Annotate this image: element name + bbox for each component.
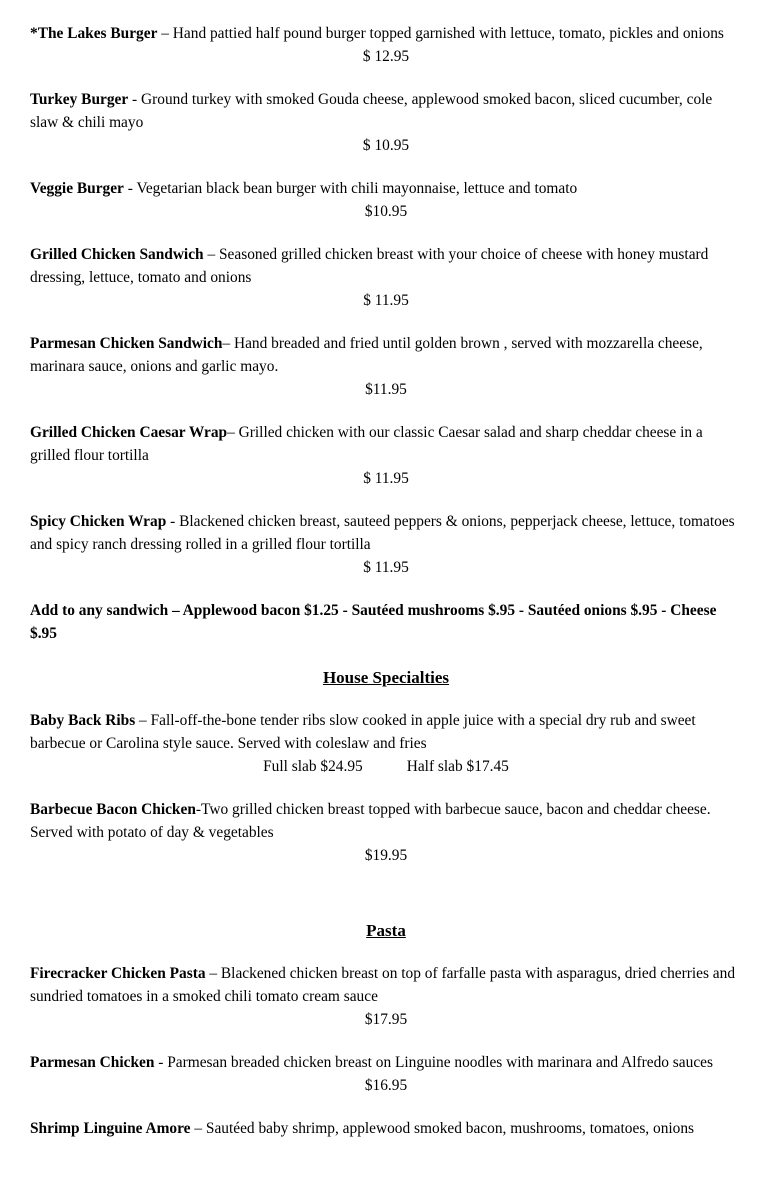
menu-item-grilled-chicken-sandwich: [30, 243, 742, 289]
menu-item-lakes-burger: [30, 22, 742, 45]
half-slab-price: Half slab $17.45: [406, 758, 509, 775]
item-price: $16.95: [364, 1077, 408, 1094]
menu-item-shrimp-linguine-amore: [30, 1117, 742, 1140]
item-name: Parmesan Chicken: [30, 1054, 155, 1071]
item-name: Barbecue Bacon Chicken: [30, 801, 196, 818]
item-description: - Vegetarian black bean burger with chili mayonnaise, lettuce and tomato: [123, 180, 578, 197]
item-name: Grilled Chicken Sandwich: [30, 246, 204, 263]
item-price: $17.95: [364, 1011, 408, 1028]
full-slab-price: Full slab $24.95: [263, 758, 363, 775]
menu-page: [30, 22, 742, 1140]
item-description: – Blackened chicken breast on top of farfalle pasta with asparagus, dried cherries and sundried tomatoes in a smoked chili tomato cream sauce: [30, 965, 736, 1005]
menu-item-veggie-burger: [30, 177, 742, 200]
item-price: $ 11.95: [363, 292, 409, 309]
item-description: - Parmesan breaded chicken breast on Linguine noodles with marinara and Alfredo sauces: [154, 1054, 713, 1071]
item-name: Baby Back Ribs: [30, 712, 136, 729]
item-name: *The Lakes Burger: [30, 25, 158, 42]
item-description: – Hand pattied half pound burger topped garnished with lettuce, tomato, pickles and onions: [157, 25, 724, 42]
item-name: Parmesan Chicken Sandwich: [30, 335, 223, 352]
item-description: – Grilled chicken with our classic Caesar salad and sharp cheddar cheese in a grilled flour tortilla: [30, 424, 703, 464]
item-name: Veggie Burger: [30, 180, 124, 197]
menu-item-firecracker-chicken-pasta: [30, 962, 742, 1008]
menu-item-grilled-chicken-caesar-wrap: [30, 421, 742, 467]
item-name: Grilled Chicken Caesar Wrap: [30, 424, 228, 441]
item-price: $19.95: [364, 847, 408, 864]
item-description: – Fall-off-the-bone tender ribs slow cooked in apple juice with a special dry rub and sweet barbecue or Carolina style sauce. Served with coleslaw and fries: [30, 712, 696, 752]
section-title-pasta: Pasta: [366, 921, 406, 940]
menu-item-parmesan-chicken-sandwich: [30, 332, 742, 378]
menu-item-spicy-chicken-wrap: [30, 510, 742, 556]
item-name: Turkey Burger: [30, 91, 129, 108]
item-price: $ 10.95: [362, 137, 410, 154]
item-description: - Ground turkey with smoked Gouda cheese, applewood smoked bacon, sliced cucumber, cole slaw & chili mayo: [30, 91, 713, 131]
menu-item-barbecue-bacon-chicken: [30, 798, 742, 844]
item-description: – Seasoned grilled chicken breast with your choice of cheese with honey mustard dressing, lettuce, tomato and onions: [30, 246, 709, 286]
item-price: $ 11.95: [363, 559, 409, 576]
item-name: Firecracker Chicken Pasta: [30, 965, 206, 982]
item-price: $ 12.95: [362, 48, 410, 65]
menu-item-turkey-burger: [30, 88, 742, 134]
sandwich-addons: Add to any sandwich – Applewood bacon $1.25 - Sautéed mushrooms $.95 - Sautéed onions $.95 - Cheese $.95: [30, 602, 717, 642]
item-price: $ 11.95: [363, 470, 409, 487]
item-price: $11.95: [365, 381, 407, 398]
item-description: – Hand breaded and fried until golden brown , served with mozzarella cheese, marinara sauce, onions and garlic mayo.: [30, 335, 703, 375]
item-name: Shrimp Linguine Amore: [30, 1120, 191, 1137]
menu-item-parmesan-chicken: [30, 1051, 742, 1074]
item-description: -Two grilled chicken breast topped with barbecue sauce, bacon and cheddar cheese. Served with potato of day & vegetables: [30, 801, 711, 841]
item-description: - Blackened chicken breast, sauteed peppers & onions, pepperjack cheese, lettuce, tomatoes and spicy ranch dressing rolled in a grilled flour tortilla: [30, 513, 735, 553]
item-name: Spicy Chicken Wrap: [30, 513, 167, 530]
item-price: $10.95: [364, 203, 408, 220]
item-description: – Sautéed baby shrimp, applewood smoked bacon, mushrooms, tomatoes, onions: [190, 1120, 695, 1137]
section-title-house-specialties: House Specialties: [322, 668, 450, 687]
menu-item-baby-back-ribs: [30, 709, 742, 755]
ribs-prices: [30, 755, 742, 778]
